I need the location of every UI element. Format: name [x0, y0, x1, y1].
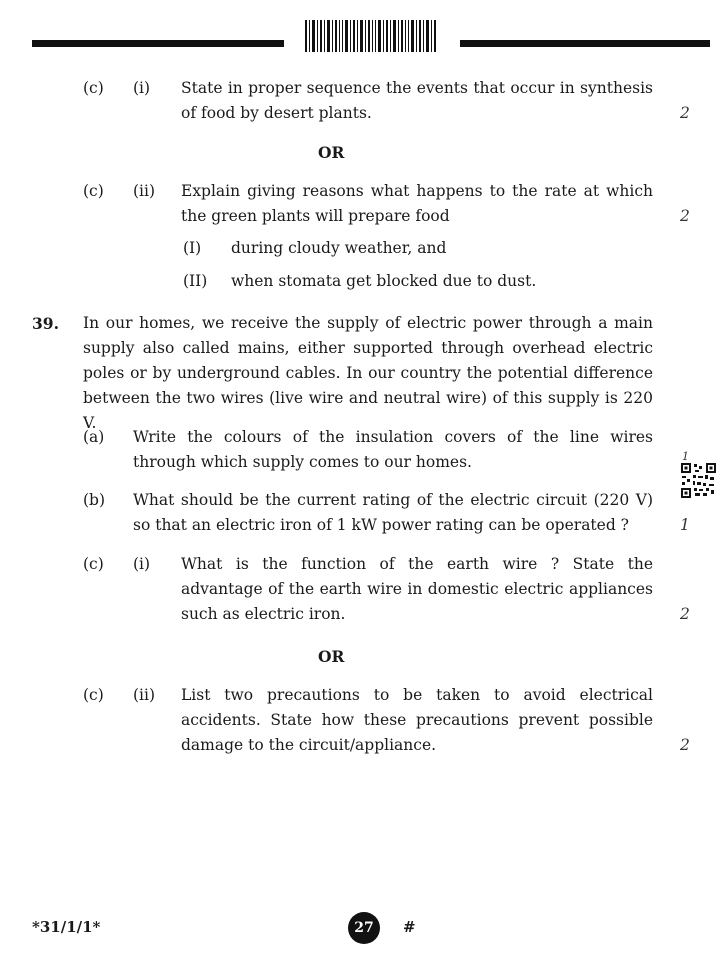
q38-item-2-text: when stomata get blocked due to dust. [231, 272, 537, 290]
q39-b-text: What should be the current rating of the electric circuit (220 V) so that an electric iron of 1 kW power rating can be operated ? [133, 491, 653, 534]
q39-c-ii-marks: 2 [680, 736, 690, 754]
barcode-icon [305, 20, 438, 52]
header-bar-right [460, 40, 710, 47]
page-number: 27 [348, 912, 380, 944]
q39-c-label: (c) [83, 555, 104, 573]
or-separator-2: OR [318, 647, 345, 666]
q39-a-label: (a) [83, 428, 105, 446]
header-bar-left [32, 40, 284, 47]
q39-c-i-text: What is the function of the earth wire ? State the advantage of the earth wire in domestic electric appliances such as electric iron. [181, 555, 653, 623]
q39-a-text: Write the colours of the insulation covers of the line wires through which supply comes to our homes. [133, 428, 653, 471]
q38-item-1-num: (I) [183, 239, 202, 257]
q39-c-ii-text: List two precautions to be taken to avoid electrical accidents. State how these precautions prevent possible damage to the circuit/appliance. [181, 686, 653, 754]
q38-c-ii-text: Explain giving reasons what happens to the rate at which the green plants will prepare food [181, 182, 653, 225]
q39-c2-label: (c) [83, 686, 104, 704]
q39-a-marks: 1 [682, 450, 689, 463]
q38-c-i-marks: 2 [680, 104, 690, 122]
q38-c-ii-label: (ii) [133, 182, 156, 200]
q39-b-label: (b) [83, 491, 106, 509]
q39-intro: In our homes, we receive the supply of electric power through a main supply also called mains, either supported through overhead electric poles or by underground cables. In our country the potential difference between the two wires (live wire and neutral wire) of this supply is 220 V. [83, 314, 653, 432]
q38-c-label: (c) [83, 79, 104, 97]
q39-c-i-marks: 2 [680, 605, 690, 623]
q38-item-1-text: during cloudy weather, and [231, 239, 447, 257]
q38-c-i-text: State in proper sequence the events that occur in synthesis of food by desert plants. [181, 79, 653, 122]
q38-c2-label: (c) [83, 182, 104, 200]
footer-hash: # [403, 918, 416, 936]
q38-c-i-label: (i) [133, 79, 151, 97]
q38-item-2-num: (II) [183, 272, 208, 290]
q38-c-ii-marks: 2 [680, 207, 690, 225]
q39-c-ii-label: (ii) [133, 686, 156, 704]
q39-c-i-label: (i) [133, 555, 151, 573]
q39-number: 39. [32, 314, 59, 333]
or-separator-1: OR [318, 143, 345, 162]
paper-code: *31/1/1* [32, 918, 101, 936]
q39-b-marks: 1 [680, 516, 690, 534]
qr-code-icon [681, 463, 716, 498]
